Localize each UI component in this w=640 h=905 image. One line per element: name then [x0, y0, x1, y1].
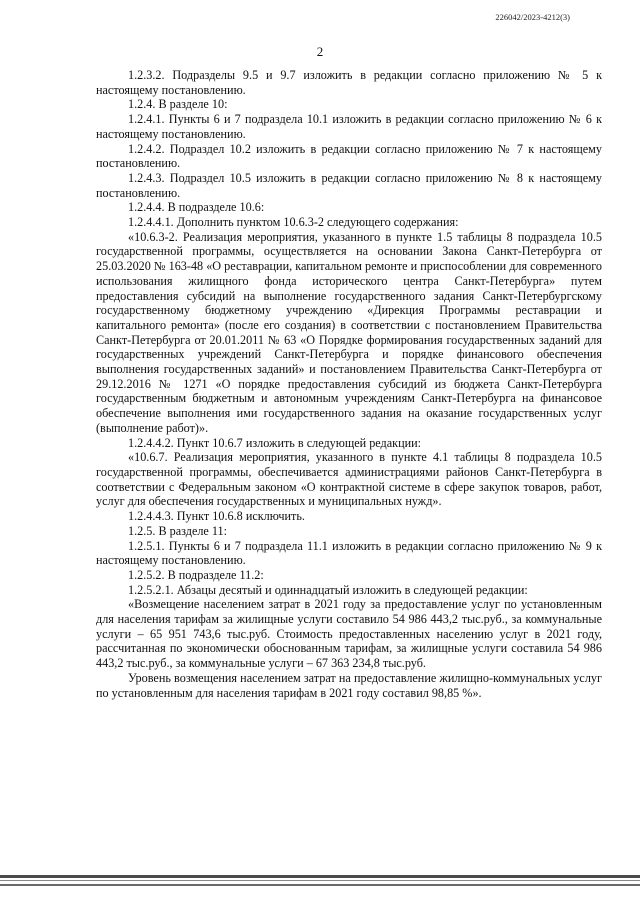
paragraph-1-2-4-4-3: 1.2.4.4.3. Пункт 10.6.8 исключить.: [128, 509, 305, 524]
footer-rule-thick: [0, 875, 640, 878]
paragraph-10-6-7-quote: «10.6.7. Реализация мероприятия, указанного в пункте 4.1 таблицы 8 подраздела 10.5 государственной программы, обеспечивается администрациями районов Санкт-Петербурга в соответствии с Федеральным законом «О контрактной системе в сфере закупок товаров, работ, услуг для обеспечения государственных и муниципальных нужд».: [96, 450, 602, 509]
footer-rule-bottom: [0, 884, 640, 886]
paragraph-1-2-4-4-2: 1.2.4.4.2. Пункт 10.6.7 изложить в следующей редакции:: [128, 435, 422, 450]
paragraph-1-2-4-3: 1.2.4.3. Подраздел 10.5 изложить в редакции согласно приложению № 8 к настоящему постановлению.: [96, 170, 602, 200]
paragraph-1-2-4-1: 1.2.4.1. Пункты 6 и 7 подраздела 10.1 изложить в редакции согласно приложению № 6 к настоящему постановлению.: [96, 112, 602, 141]
paragraph-1-2-4-2: 1.2.4.2. Подраздел 10.2 изложить в редакции согласно приложению № 7 к настоящему постановлению.: [96, 141, 602, 171]
paragraph-1-2-3-2: 1.2.3.2. Подразделы 9.5 и 9.7 изложить в редакции согласно приложению № 5 к настоящему постановлению.: [96, 68, 602, 97]
page-number: 2: [316, 44, 324, 59]
document-registration-number: 226042/2023-4212(3): [495, 12, 570, 22]
paragraph-10-6-3-2-quote: «10.6.3-2. Реализация мероприятия, указанного в пункте 1.5 таблицы 8 подраздела 10.5 государственной программы, осуществляется на основании Закона Санкт-Петербурга от 25.03.2020 № 163-48 «О реставрации, капитальном ремонте и приспособлении для современного использования жилищного фонда исторического центра Санкт-Петербурга» путем предоставления субсидий на выполнение государственного задания Санкт-Петербургскому государственному бюджетному учреждению «Дирекция Программы реставрации и капитального ремонта» (после его создания) в соответствии с постановлением Правительства Санкт-Петербурга от 20.01.2011 № 63 «О Порядке формирования государственных заданий для государственных учреждений Санкт-Петербурга и порядке финансового обеспечения выполнения государственных заданий» и постановлением Правительства Санкт-Петербурга от 29.12.2016 № 1271 «О порядке предоставления субсидий из бюджета Санкт-Петербурга государственным бюджетным и автономным учреждениям Санкт-Петербурга на финансовое обеспечение выполнения ими государственного задания на оказание государственных услуг (выполнение работ)».: [96, 229, 602, 435]
paragraph-cost-recovery-quote: «Возмещение населением затрат в 2021 году за предоставление услуг по установленным для населения тарифам за жилищные услуги составило 54 986 443,2 тыс.руб., за коммунальные услуги – 65 951 743,6 тыс.руб. Стоимость предоставленных населению услуг в 2021 году, рассчитанная по экономически обоснованным тарифам, за жилищные услуги составила 54 986 443,2 тыс.руб., за коммунальные услуги – 67 363 234,8 тыс.руб.: [96, 597, 602, 671]
paragraph-recovery-level: Уровень возмещения населением затрат на предоставление жилищно-коммунальных услуг по установленным для населения тарифам в 2021 году составил 98,85 %».: [96, 670, 602, 700]
paragraph-1-2-4-4: 1.2.4.4. В подразделе 10.6:: [128, 200, 265, 215]
footer-rule-thin: [0, 880, 640, 881]
paragraph-1-2-5-1: 1.2.5.1. Пункты 6 и 7 подраздела 11.1 изложить в редакции согласно приложению № 9 к настоящему постановлению.: [96, 538, 602, 568]
paragraph-1-2-4: 1.2.4. В разделе 10:: [128, 97, 228, 112]
paragraph-1-2-5-2: 1.2.5.2. В подразделе 11.2:: [128, 567, 264, 582]
paragraph-1-2-4-4-1: 1.2.4.4.1. Дополнить пунктом 10.6.3-2 следующего содержания:: [128, 215, 459, 230]
paragraph-1-2-5-2-1: 1.2.5.2.1. Абзацы десятый и одиннадцатый изложить в следующей редакции:: [128, 582, 528, 597]
document-body: [96, 68, 602, 700]
paragraph-1-2-5: 1.2.5. В разделе 11:: [128, 523, 228, 538]
